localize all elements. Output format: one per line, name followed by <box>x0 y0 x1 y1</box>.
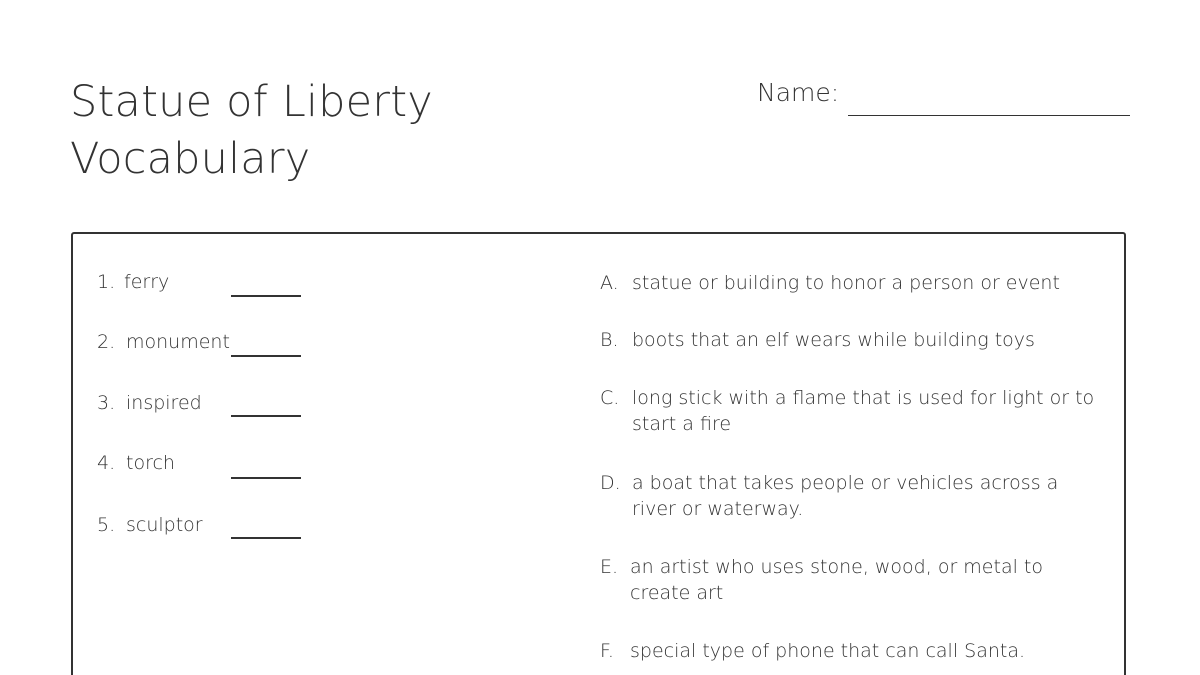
answer-blank-3[interactable] <box>231 415 301 417</box>
term-item-5 <box>97 514 203 536</box>
definition-letter: E. <box>600 556 619 578</box>
term-word: torch <box>126 452 175 474</box>
definition-letter: A. <box>600 272 619 294</box>
term-number: 4. <box>97 452 116 474</box>
matching-box <box>71 232 1126 675</box>
term-item-2 <box>97 331 230 353</box>
answer-blank-5[interactable] <box>231 537 301 539</box>
definition-letter: B. <box>600 329 619 351</box>
definition-a <box>600 270 1100 296</box>
term-word: ferry <box>124 271 170 293</box>
definition-text: an artist who uses stone, wood, or metal to create art <box>630 556 1043 604</box>
worksheet-title <box>70 74 433 188</box>
answer-blank-2[interactable] <box>231 355 301 357</box>
term-number: 2. <box>97 331 116 353</box>
term-number: 3. <box>97 392 116 414</box>
term-word: sculptor <box>126 514 203 536</box>
term-item-1 <box>97 271 169 293</box>
definition-f <box>600 638 1100 664</box>
definition-c <box>600 385 1095 437</box>
title-line-2: Vocabulary <box>70 134 311 184</box>
definition-text: statue or building to honor a person or event <box>632 272 1060 294</box>
definition-text: a boat that takes people or vehicles across a river or waterway. <box>632 472 1059 520</box>
term-word: monument <box>126 331 230 353</box>
name-label: Name: <box>757 78 840 107</box>
definition-text: special type of phone that can call Santa. <box>630 640 1026 662</box>
term-number: 5. <box>97 514 116 536</box>
definition-letter: C. <box>600 387 620 409</box>
definition-e <box>600 554 1050 606</box>
definition-text: long stick with a flame that is used for light or to start a fire <box>632 387 1095 435</box>
term-word: inspired <box>126 392 202 414</box>
term-item-3 <box>97 392 202 414</box>
term-item-4 <box>97 452 175 474</box>
answer-blank-4[interactable] <box>231 477 301 479</box>
title-line-1: Statue of Liberty <box>70 77 433 127</box>
answer-blank-1[interactable] <box>231 295 301 297</box>
definition-letter: F. <box>600 640 614 662</box>
definition-b <box>600 327 1100 353</box>
definition-d <box>600 470 1070 522</box>
name-answer-line[interactable] <box>848 115 1130 116</box>
definition-letter: D. <box>600 472 621 494</box>
term-number: 1. <box>97 271 116 293</box>
definition-text: boots that an elf wears while building toys <box>632 329 1035 351</box>
